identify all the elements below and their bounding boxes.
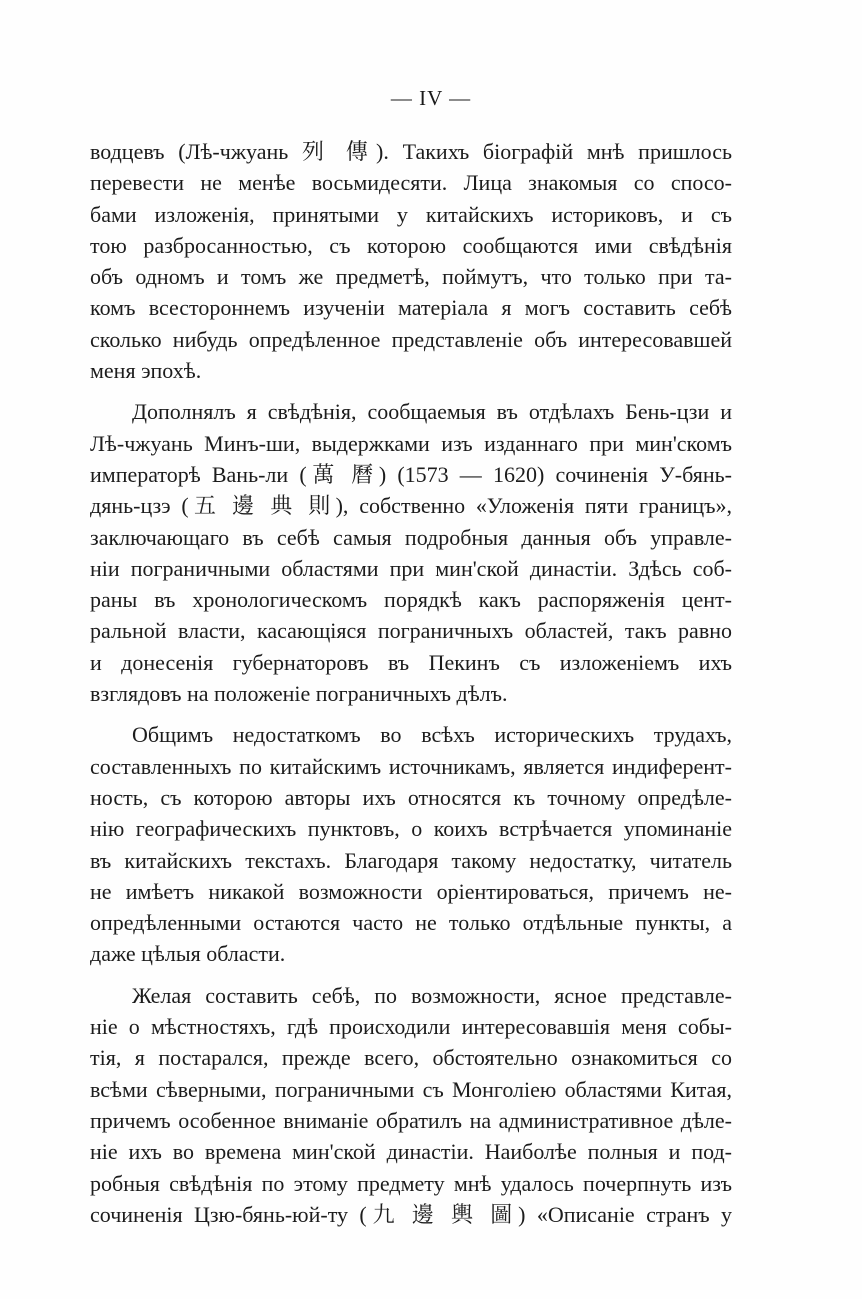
text-line: объ одномъ и томъ же предметѣ, поймутъ, что только при та- — [90, 264, 732, 290]
text-line: въ китайскихъ текстахъ. Благодаря такому недостатку, читатель — [90, 847, 732, 873]
text-line: ральной власти, касающіяся пограничныхъ областей, такъ равно — [90, 618, 732, 644]
text-line: Дополнялъ я свѣдѣнія, сообщаемыя въ отдѣлахъ Бень-цзи и — [132, 399, 732, 425]
body-text — [90, 136, 732, 1230]
text-line: причемъ особенное вниманіе обратилъ на административное дѣле- — [90, 1107, 732, 1133]
text-line: ніе о мѣстностяхъ, гдѣ происходили интересовавшія меня собы- — [90, 1014, 732, 1040]
text-line: комъ всестороннемъ изученіи матеріала я могъ составить себѣ — [90, 295, 732, 321]
text-line: не имѣетъ никакой возможности оріентироваться, причемъ не- — [90, 878, 732, 904]
page-number-header: — IV — — [390, 86, 472, 110]
paragraph-1 — [90, 136, 732, 386]
text-line: тою разбросанностью, съ которою сообщаются ими свѣдѣнія — [90, 232, 732, 258]
text-line: меня эпохѣ. — [90, 358, 202, 384]
text-line: Лѣ-чжуань Минъ-ши, выдержками изъ изданнаго при мин'скомъ — [90, 430, 732, 456]
text-line: всѣми сѣверными, пограничными съ Монголіею областями Китая, — [90, 1076, 732, 1102]
text-line: заключающаго въ себѣ самыя подробныя данныя объ управле- — [90, 524, 732, 550]
text-line: Желая составить себѣ, по возможности, ясное представле- — [132, 982, 732, 1008]
text-line: сочиненія Цзю-бянь-юй-ту (九 邊 輿 圖) «Описаніе странъ у — [90, 1201, 732, 1227]
text-line: ніе ихъ во времена мин'ской династіи. Наиболѣе полныя и под- — [90, 1139, 732, 1165]
text-line: перевести не менѣе восьмидесяти. Лица знакомыя со спосо- — [90, 170, 732, 196]
text-line: бами изложенія, принятыми у китайскихъ историковъ, и съ — [90, 201, 732, 227]
text-line: робныя свѣдѣнія по этому предмету мнѣ удалось почерпнуть изъ — [90, 1170, 732, 1196]
text-line: нію географическихъ пунктовъ, о коихъ встрѣчается упоминаніе — [90, 816, 732, 842]
text-line: Общимъ недостаткомъ во всѣхъ историческихъ трудахъ, — [132, 722, 732, 748]
text-line: водцевъ (Лѣ-чжуань 列 傳). Такихъ біографій мнѣ пришлось — [90, 139, 732, 164]
text-line: взглядовъ на положеніе пограничныхъ дѣлъ. — [90, 681, 508, 707]
text-line: составленныхъ по китайскимъ источникамъ, является индиферент- — [90, 753, 732, 779]
text-line: сколько нибудь опредѣленное представленіе объ интересовавшей — [90, 326, 732, 352]
paragraph-4 — [90, 980, 732, 1230]
text-line: опредѣленными остаются часто не только отдѣльные пункты, а — [90, 910, 732, 936]
text-line: императорѣ Вань-ли (萬 曆) (1573 — 1620) сочиненія У-бянь- — [90, 461, 732, 487]
paragraph-2 — [90, 396, 732, 709]
text-line: даже цѣлыя области. — [90, 941, 286, 967]
paragraph-3 — [90, 719, 732, 969]
text-line: и донесенія губернаторовъ въ Пекинъ съ изложеніемъ ихъ — [90, 649, 732, 675]
text-line: дянь-цзэ (五 邊 典 則), собственно «Уложенія пяти границъ», — [90, 493, 732, 519]
text-line: ніи пограничными областями при мин'ской династіи. Здѣсь соб- — [90, 555, 732, 581]
text-line: ность, съ которою авторы ихъ относятся къ точному опредѣле- — [90, 784, 732, 810]
text-line: раны въ хронологическомъ порядкѣ какъ распоряженія цент- — [90, 587, 732, 613]
text-line: тія, я постарался, прежде всего, обстоятельно ознакомиться со — [90, 1045, 732, 1071]
